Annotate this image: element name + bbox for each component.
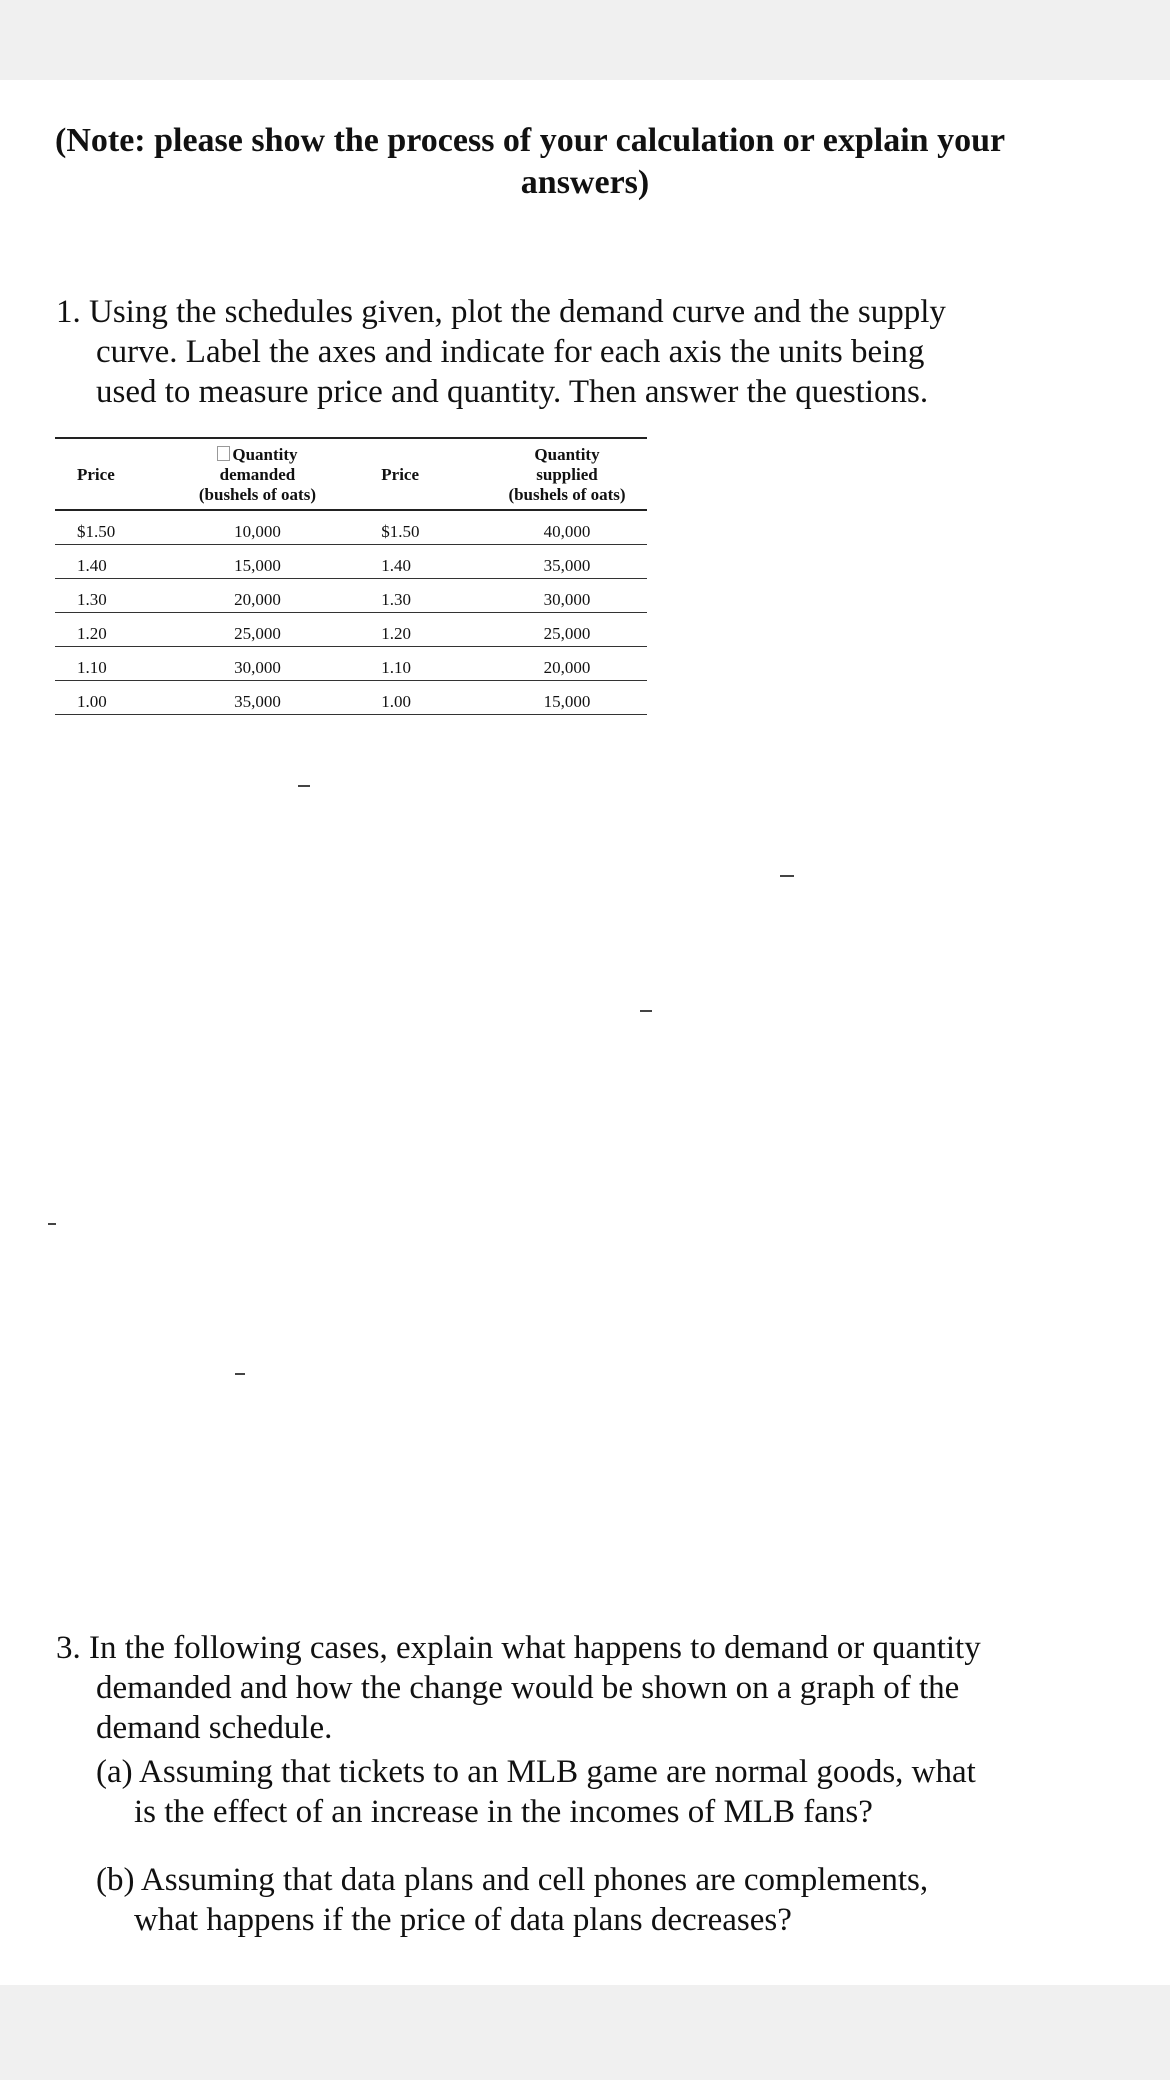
price-2-cell: 1.20 [336, 613, 487, 647]
question-1-line-1: 1. Using the schedules given, plot the demand curve and the supply [56, 294, 946, 330]
price-cell: 1.20 [55, 613, 179, 647]
quantity-demanded-cell: 20,000 [179, 579, 337, 613]
price-cell: 1.40 [55, 545, 179, 579]
note-heading [55, 120, 1115, 204]
scan-speck [780, 875, 794, 877]
quantity-supplied-cell: 40,000 [487, 510, 647, 545]
header-price-2: Price [336, 438, 487, 510]
scan-speck [48, 1223, 56, 1225]
question-3-line-2: demanded and how the change would be shown on a graph of the [96, 1670, 960, 1706]
supply-demand-schedule-table [55, 437, 647, 715]
quantity-supplied-cell: 25,000 [487, 613, 647, 647]
table-row [55, 579, 647, 613]
question-3-line-3: demand schedule. [96, 1710, 333, 1746]
header-price: Price [55, 438, 179, 510]
scan-speck [640, 1010, 652, 1012]
table-body [55, 510, 647, 715]
quantity-demanded-cell: 10,000 [179, 510, 337, 545]
price-cell: 1.00 [55, 681, 179, 715]
note-line-1: (Note: please show the process of your calculation or explain your [55, 122, 1006, 159]
question-3b-line-2: what happens if the price of data plans decreases? [134, 1902, 792, 1938]
scan-speck [235, 1373, 245, 1375]
price-2-cell: 1.10 [336, 647, 487, 681]
price-cell: 1.10 [55, 647, 179, 681]
table-row [55, 545, 647, 579]
price-2-cell: $1.50 [336, 510, 487, 545]
scan-speck [298, 785, 310, 787]
price-2-cell: 1.40 [336, 545, 487, 579]
table-row [55, 510, 647, 545]
quantity-demanded-cell: 30,000 [179, 647, 337, 681]
table-header-row [55, 438, 647, 510]
question-3a-line-2: is the effect of an increase in the incomes of MLB fans? [134, 1794, 873, 1830]
question-1 [56, 292, 1116, 412]
header-quantity-supplied: Quantity supplied (bushels of oats) [487, 438, 647, 510]
quantity-supplied-cell: 15,000 [487, 681, 647, 715]
table-row [55, 613, 647, 647]
question-3-line-1: 3. In the following cases, explain what happens to demand or quantity [56, 1630, 981, 1666]
price-cell: $1.50 [55, 510, 179, 545]
note-line-2: answers) [520, 164, 650, 201]
quantity-supplied-cell: 20,000 [487, 647, 647, 681]
quantity-demanded-cell: 25,000 [179, 613, 337, 647]
document-page [0, 80, 1170, 1985]
table-row [55, 681, 647, 715]
price-cell: 1.30 [55, 579, 179, 613]
question-3b-line-1: (b) Assuming that data plans and cell phones are complements, [96, 1862, 929, 1898]
question-3 [56, 1628, 1116, 1940]
price-2-cell: 1.30 [336, 579, 487, 613]
question-1-line-2: curve. Label the axes and indicate for each axis the units being [96, 334, 925, 370]
quantity-supplied-cell: 30,000 [487, 579, 647, 613]
price-2-cell: 1.00 [336, 681, 487, 715]
checkbox-glyph-icon [217, 446, 230, 461]
header-quantity-demanded: Quantity demanded (bushels of oats) [179, 438, 337, 510]
quantity-supplied-cell: 35,000 [487, 545, 647, 579]
quantity-demanded-cell: 15,000 [179, 545, 337, 579]
table-row [55, 647, 647, 681]
quantity-demanded-cell: 35,000 [179, 681, 337, 715]
question-1-line-3: used to measure price and quantity. Then answer the questions. [96, 374, 929, 410]
question-3a-line-1: (a) Assuming that tickets to an MLB game are normal goods, what [96, 1754, 976, 1790]
